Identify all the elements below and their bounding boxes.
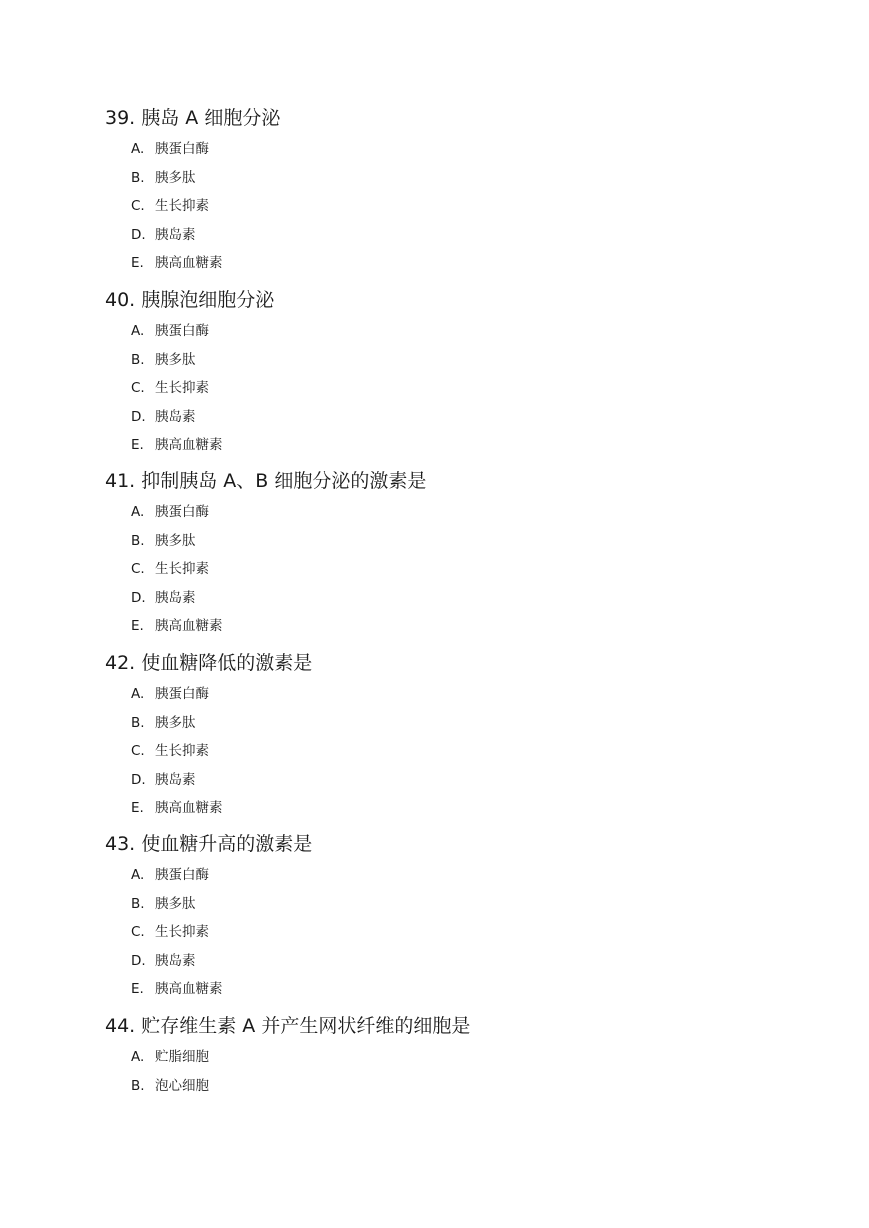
option-text: 胰高血糖素 xyxy=(155,255,223,271)
question-title xyxy=(105,106,825,130)
option-e xyxy=(131,255,825,284)
question-title xyxy=(105,832,825,856)
option-text: 胰多肽 xyxy=(155,895,196,912)
option-c xyxy=(131,198,825,227)
option-text: 胰蛋白酶 xyxy=(155,141,209,157)
question-text: 使血糖降低的激素是 xyxy=(141,652,313,674)
option-letter: B. xyxy=(131,532,145,549)
option-text: 生长抑素 xyxy=(155,198,209,214)
option-text: 生长抑素 xyxy=(155,380,209,396)
option-b xyxy=(131,533,825,562)
question-title xyxy=(105,651,825,675)
option-letter: C. xyxy=(131,380,145,396)
question-41 xyxy=(105,469,825,647)
option-letter: D. xyxy=(131,952,146,969)
option-text: 胰多肽 xyxy=(155,714,196,731)
option-d xyxy=(131,409,825,438)
option-text: 胰高血糖素 xyxy=(155,437,223,453)
question-text: 使血糖升高的激素是 xyxy=(141,833,313,855)
option-c xyxy=(131,924,825,953)
option-text: 胰蛋白酶 xyxy=(155,686,209,702)
option-b xyxy=(131,352,825,381)
option-letter: E. xyxy=(131,800,144,816)
option-b xyxy=(131,170,825,199)
option-a xyxy=(131,504,825,533)
option-text: 生长抑素 xyxy=(155,561,209,577)
question-title xyxy=(105,1014,825,1038)
option-e xyxy=(131,800,825,829)
option-text: 胰岛素 xyxy=(155,952,196,969)
option-letter: C. xyxy=(131,561,145,577)
option-d xyxy=(131,590,825,619)
question-39 xyxy=(105,106,825,284)
option-letter: E. xyxy=(131,618,144,634)
option-letter: E. xyxy=(131,981,144,997)
option-letter: A. xyxy=(131,504,145,520)
option-letter: E. xyxy=(131,437,144,453)
option-text: 胰蛋白酶 xyxy=(155,867,209,883)
option-a xyxy=(131,141,825,170)
option-letter: B. xyxy=(131,714,145,731)
option-letter: A. xyxy=(131,686,145,702)
option-letter: A. xyxy=(131,141,145,157)
option-text: 生长抑素 xyxy=(155,924,209,940)
option-e xyxy=(131,981,825,1010)
option-letter: C. xyxy=(131,198,145,214)
option-text: 胰蛋白酶 xyxy=(155,504,209,520)
question-text: 抑制胰岛 A、B 细胞分泌的激素是 xyxy=(141,470,427,492)
option-letter: D. xyxy=(131,589,146,606)
question-text: 贮存维生素 A 并产生网状纤维的细胞是 xyxy=(141,1015,471,1037)
option-letter: D. xyxy=(131,408,146,425)
option-text: 胰高血糖素 xyxy=(155,800,223,816)
option-list xyxy=(105,141,825,284)
question-number: 39. xyxy=(105,107,136,129)
question-42 xyxy=(105,651,825,829)
option-letter: C. xyxy=(131,924,145,940)
option-c xyxy=(131,743,825,772)
question-text: 胰腺泡细胞分泌 xyxy=(141,289,275,311)
option-b xyxy=(131,715,825,744)
option-text: 胰蛋白酶 xyxy=(155,323,209,339)
option-e xyxy=(131,618,825,647)
question-number: 41. xyxy=(105,470,136,492)
option-a xyxy=(131,686,825,715)
option-text: 生长抑素 xyxy=(155,743,209,759)
option-letter: B. xyxy=(131,351,145,368)
option-text: 胰多肽 xyxy=(155,351,196,368)
option-a xyxy=(131,1049,825,1078)
option-text: 胰多肽 xyxy=(155,169,196,186)
option-list xyxy=(105,686,825,829)
option-letter: E. xyxy=(131,255,144,271)
option-b xyxy=(131,896,825,925)
option-a xyxy=(131,323,825,352)
option-list xyxy=(105,504,825,647)
option-list xyxy=(105,323,825,466)
question-title xyxy=(105,469,825,493)
question-43 xyxy=(105,832,825,1010)
option-text: 泡心细胞 xyxy=(155,1077,209,1094)
question-40 xyxy=(105,288,825,466)
option-d xyxy=(131,953,825,982)
option-e xyxy=(131,437,825,466)
option-text: 胰高血糖素 xyxy=(155,618,223,634)
question-number: 42. xyxy=(105,652,136,674)
option-text: 胰多肽 xyxy=(155,532,196,549)
question-number: 40. xyxy=(105,289,136,311)
option-d xyxy=(131,227,825,256)
option-text: 胰岛素 xyxy=(155,226,196,243)
option-d xyxy=(131,772,825,801)
question-text: 胰岛 A 细胞分泌 xyxy=(141,107,281,129)
option-list xyxy=(105,1049,825,1106)
question-number: 44. xyxy=(105,1015,136,1037)
question-44 xyxy=(105,1014,825,1106)
option-c xyxy=(131,380,825,409)
question-title xyxy=(105,288,825,312)
option-letter: A. xyxy=(131,1049,145,1065)
option-text: 贮脂细胞 xyxy=(155,1049,209,1065)
option-a xyxy=(131,867,825,896)
option-letter: B. xyxy=(131,895,145,912)
option-letter: A. xyxy=(131,867,145,883)
option-text: 胰岛素 xyxy=(155,771,196,788)
option-letter: B. xyxy=(131,1077,145,1094)
option-list xyxy=(105,867,825,1010)
option-letter: A. xyxy=(131,323,145,339)
option-letter: D. xyxy=(131,226,146,243)
question-number: 43. xyxy=(105,833,136,855)
option-letter: C. xyxy=(131,743,145,759)
option-letter: B. xyxy=(131,169,145,186)
option-letter: D. xyxy=(131,771,146,788)
option-text: 胰岛素 xyxy=(155,408,196,425)
option-text: 胰高血糖素 xyxy=(155,981,223,997)
option-b xyxy=(131,1078,825,1107)
option-c xyxy=(131,561,825,590)
option-text: 胰岛素 xyxy=(155,589,196,606)
